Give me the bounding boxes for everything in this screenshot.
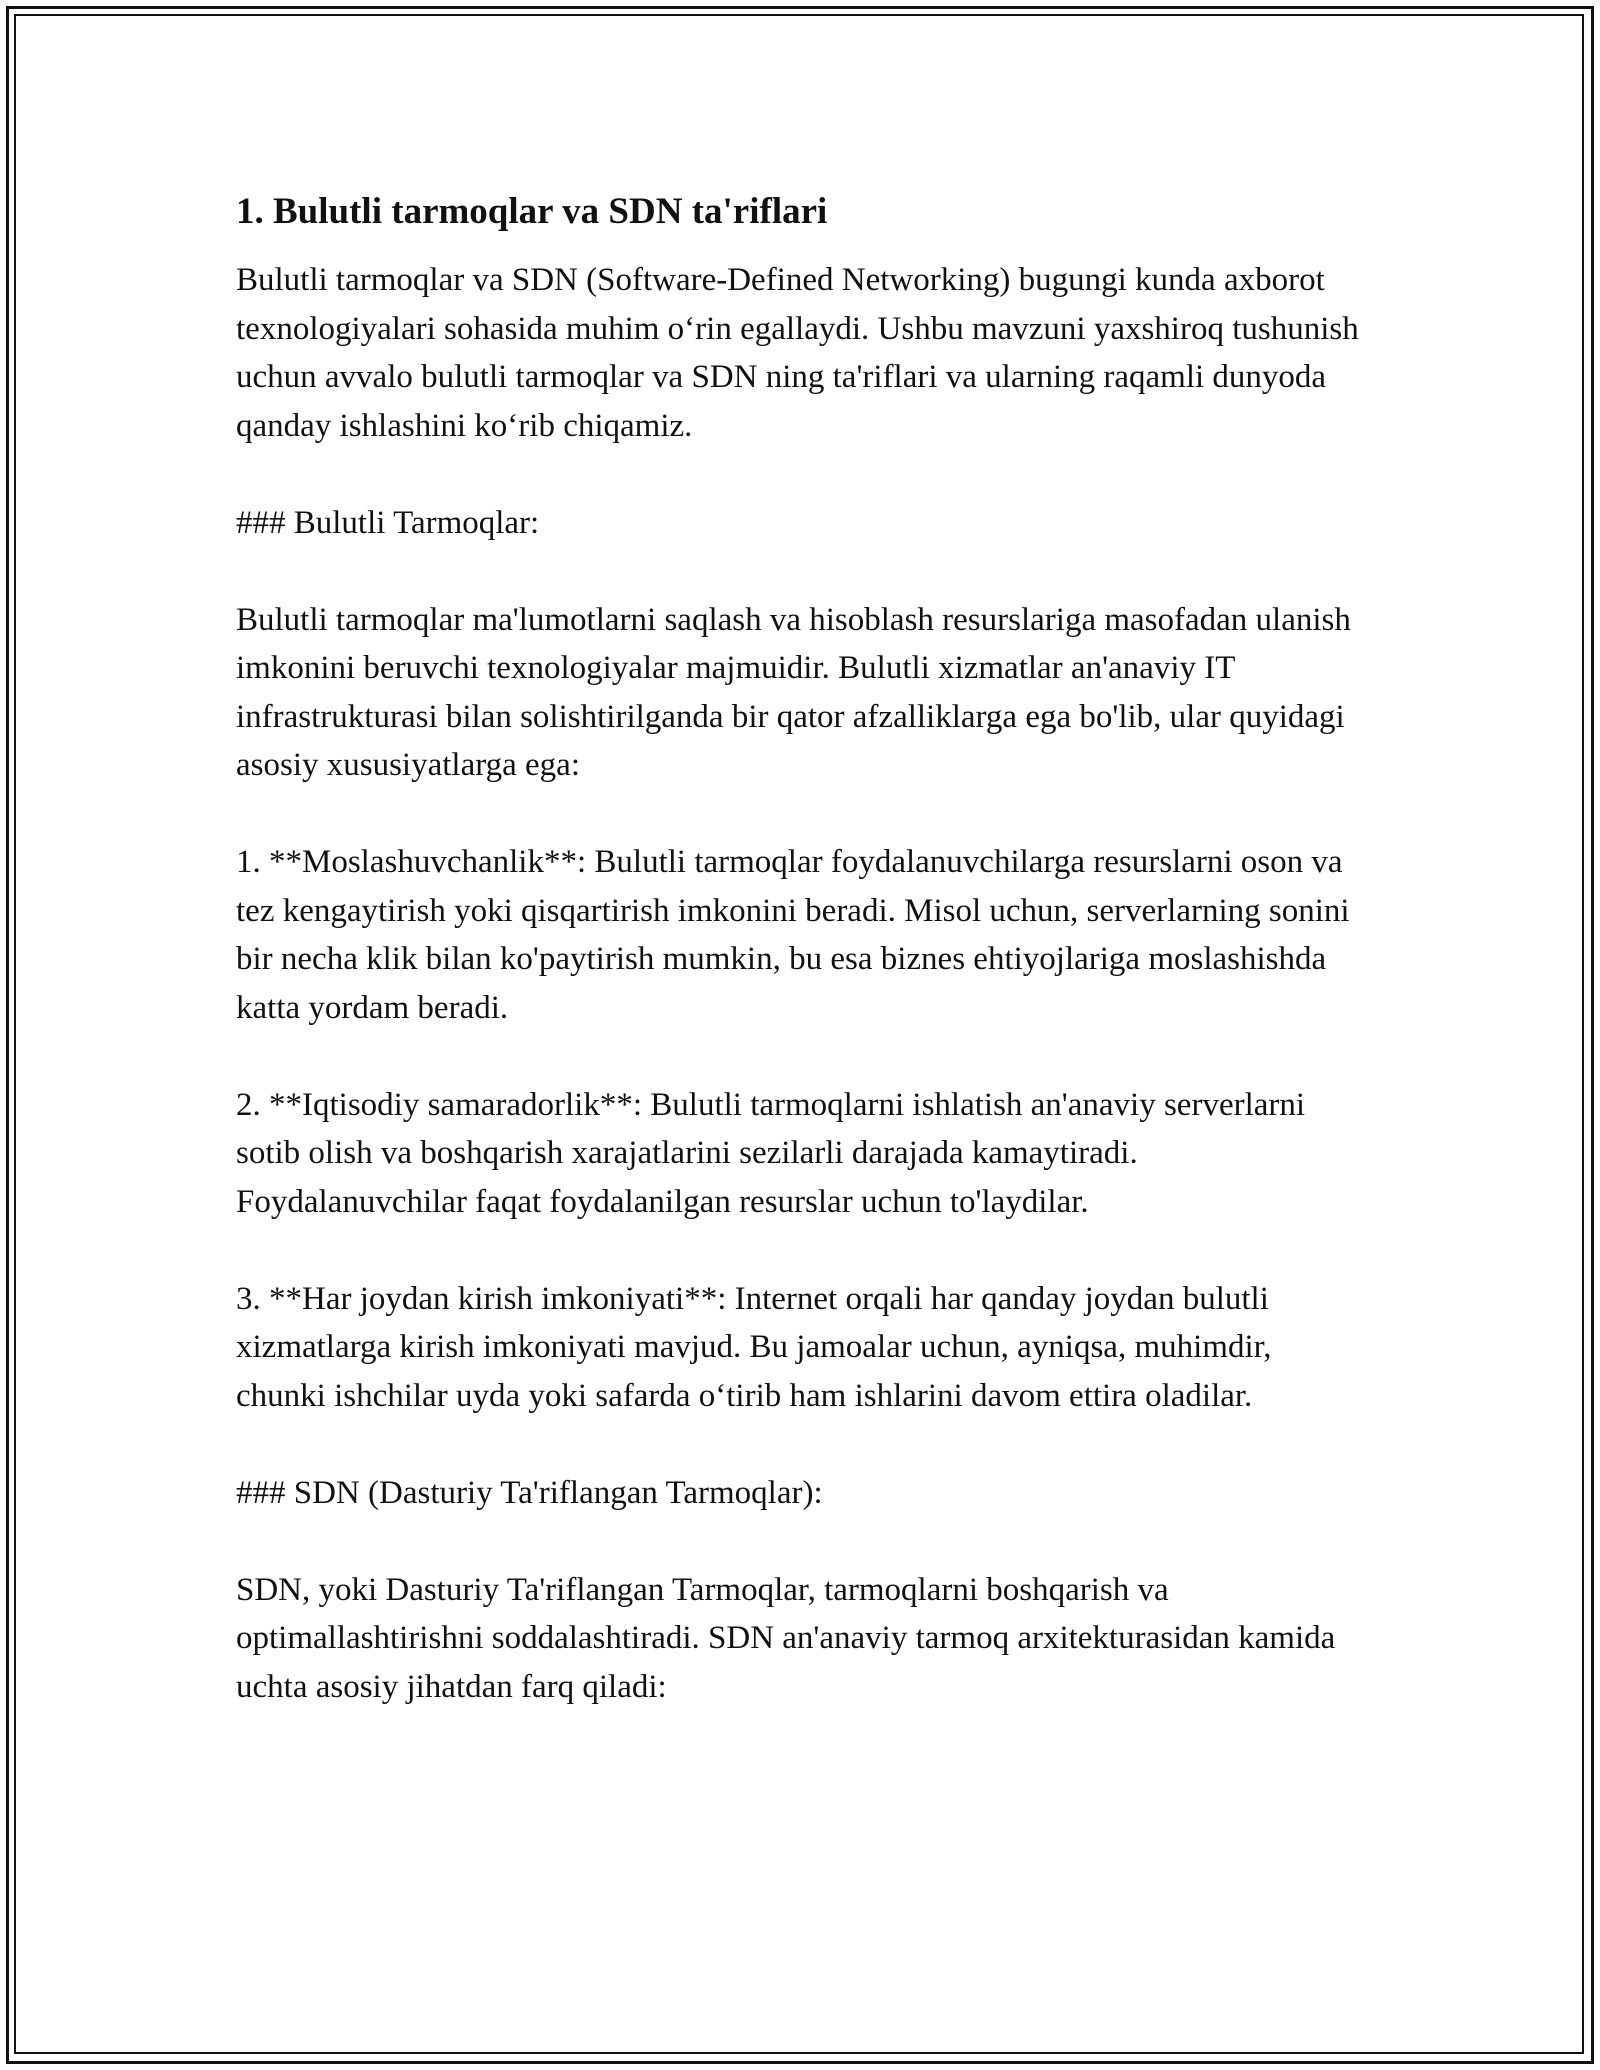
subheading-sdn: ### SDN (Dasturiy Ta'riflangan Tarmoqlar): (236, 1474, 823, 1511)
document-body (236, 188, 1366, 1711)
list-item-cost-efficiency: 2. **Iqtisodiy samaradorlik**: Bulutli tarmoqlarni ishlatish an'anaviy serverlarni sotib olish va boshqarish xarajatlarini sezilarli darajada kamaytiradi. Foydalanuvchilar faqat foydalanilgan resurslar uchun to'laydilar. (236, 1086, 1306, 1220)
intro-paragraph: Bulutli tarmoqlar va SDN (Software-Defined Networking) bugungi kunda axborot texnologiyalari sohasida muhim o‘rin egallaydi. Ushbu mavzuni yaxshiroq tushunish uchun avvalo bulutli tarmoqlar va SDN ning ta'riflari va ularning raqamli dunyoda qanday ishlashini ko‘rib chiqamiz. (236, 262, 1359, 444)
sdn-paragraph: SDN, yoki Dasturiy Ta'riflangan Tarmoqlar, tarmoqlarni boshqarish va optimallashtirishni soddalashtiradi. SDN an'anaviy tarmoq arxitekturasidan kamida uchta asosiy jihatdan farq qiladi: (236, 1571, 1336, 1705)
cloud-networks-paragraph: Bulutli tarmoqlar ma'lumotlarni saqlash va hisoblash resurslariga masofadan ulanish imkonini beruvchi texnologiyalar majmuidir. Bulutli xizmatlar an'anaviy IT infrastrukturasi bilan solishtirilganda bir qator afzalliklarga ega bo'lib, ular quyidagi asosiy xususiyatlarga ega: (236, 601, 1351, 783)
list-item-flexibility: 1. **Moslashuvchanlik**: Bulutli tarmoqlar foydalanuvchilarga resurslarni oson va tez kengaytirish yoki qisqartirish imkonini beradi. Misol uchun, serverlarning sonini bir necha klik bilan ko'paytirish mumkin, bu esa biznes ehtiyojlariga moslashishda katta yordam beradi. (236, 844, 1350, 1026)
subheading-cloud-networks: ### Bulutli Tarmoqlar: (236, 504, 540, 541)
section-title: 1. Bulutli tarmoqlar va SDN ta'riflari (236, 191, 828, 232)
list-item-access-anywhere: 3. **Har joydan kirish imkoniyati**: Internet orqali har qanday joydan bulutli xizmatlarga kirish imkoniyati mavjud. Bu jamoalar uchun, ayniqsa, muhimdir, chunki ishchilar uyda yoki safarda o‘tirib ham ishlarini davom ettira oladilar. (236, 1280, 1272, 1414)
